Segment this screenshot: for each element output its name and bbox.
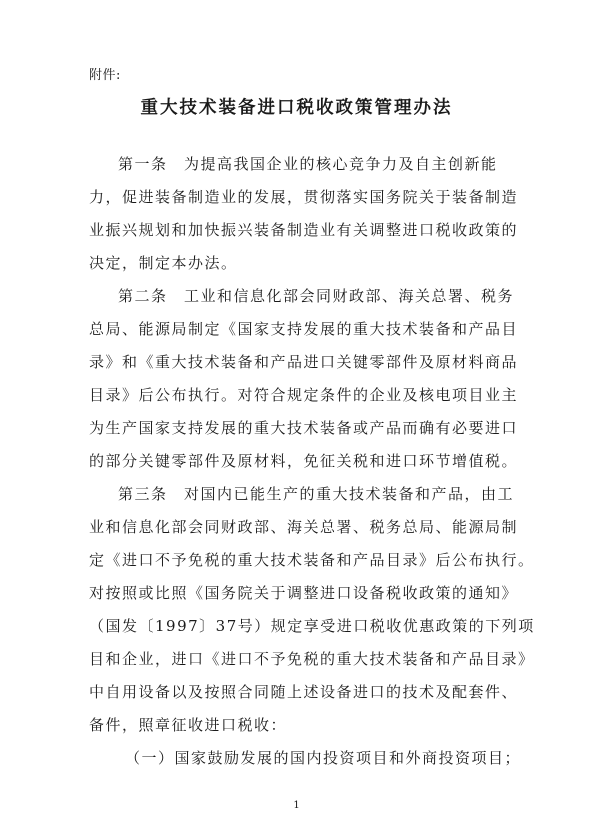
paragraph-line: 定《进口不予免税的重大技术装备和产品目录》后公布执行。: [89, 551, 535, 569]
paragraph-line: 决定，制定本办法。: [89, 254, 238, 272]
paragraph-line: （一）国家鼓励发展的国内投资项目和外商投资项目；: [125, 749, 522, 767]
paragraph-line: 业振兴规划和加快振兴装备制造业有关调整进口税收政策的: [89, 221, 519, 239]
page-number: 1: [293, 800, 300, 811]
paragraph-line: 备件，照章征收进口税收：: [89, 716, 288, 734]
document-title: 重大技术装备进口税收政策管理办法: [140, 98, 453, 118]
paragraph-line: 目和企业，进口《进口不予免税的重大技术装备和产品目录》: [89, 650, 535, 668]
paragraph-line: 对按照或比照《国务院关于调整进口设备税收政策的通知》: [89, 584, 519, 602]
paragraph-line: 第二条 工业和信息化部会同财政部、海关总署、税务: [118, 287, 515, 305]
paragraph-line: 总局、能源局制定《国家支持发展的重大技术装备和产品目: [89, 320, 519, 338]
paragraph-line: 第三条 对国内已能生产的重大技术装备和产品，由工: [118, 485, 515, 503]
paragraph-line: 中自用设备以及按照合同随上述设备进口的技术及配套件、: [89, 683, 519, 701]
attachment-label: 附件:: [89, 68, 121, 83]
paragraph-line: 业和信息化部会同财政部、海关总署、税务总局、能源局制: [89, 518, 519, 536]
paragraph-line: 为生产国家支持发展的重大技术装备或产品而确有必要进口: [89, 419, 519, 437]
paragraph-line: 第一条 为提高我国企业的核心竞争力及自主创新能: [118, 155, 498, 173]
paragraph-line: 录》和《重大技术装备和产品进口关键零部件及原材料商品: [89, 353, 519, 371]
paragraph-line: 的部分关键零部件及原材料，免征关税和进口环节增值税。: [89, 452, 519, 470]
paragraph-line: 目录》后公布执行。对符合规定条件的企业及核电项目业主: [89, 386, 519, 404]
paragraph-line: 力，促进装备制造业的发展，贯彻落实国务院关于装备制造: [89, 188, 519, 206]
paragraph-line: （国发〔1997〕37号）规定享受进口税收优惠政策的下列项: [89, 617, 535, 635]
